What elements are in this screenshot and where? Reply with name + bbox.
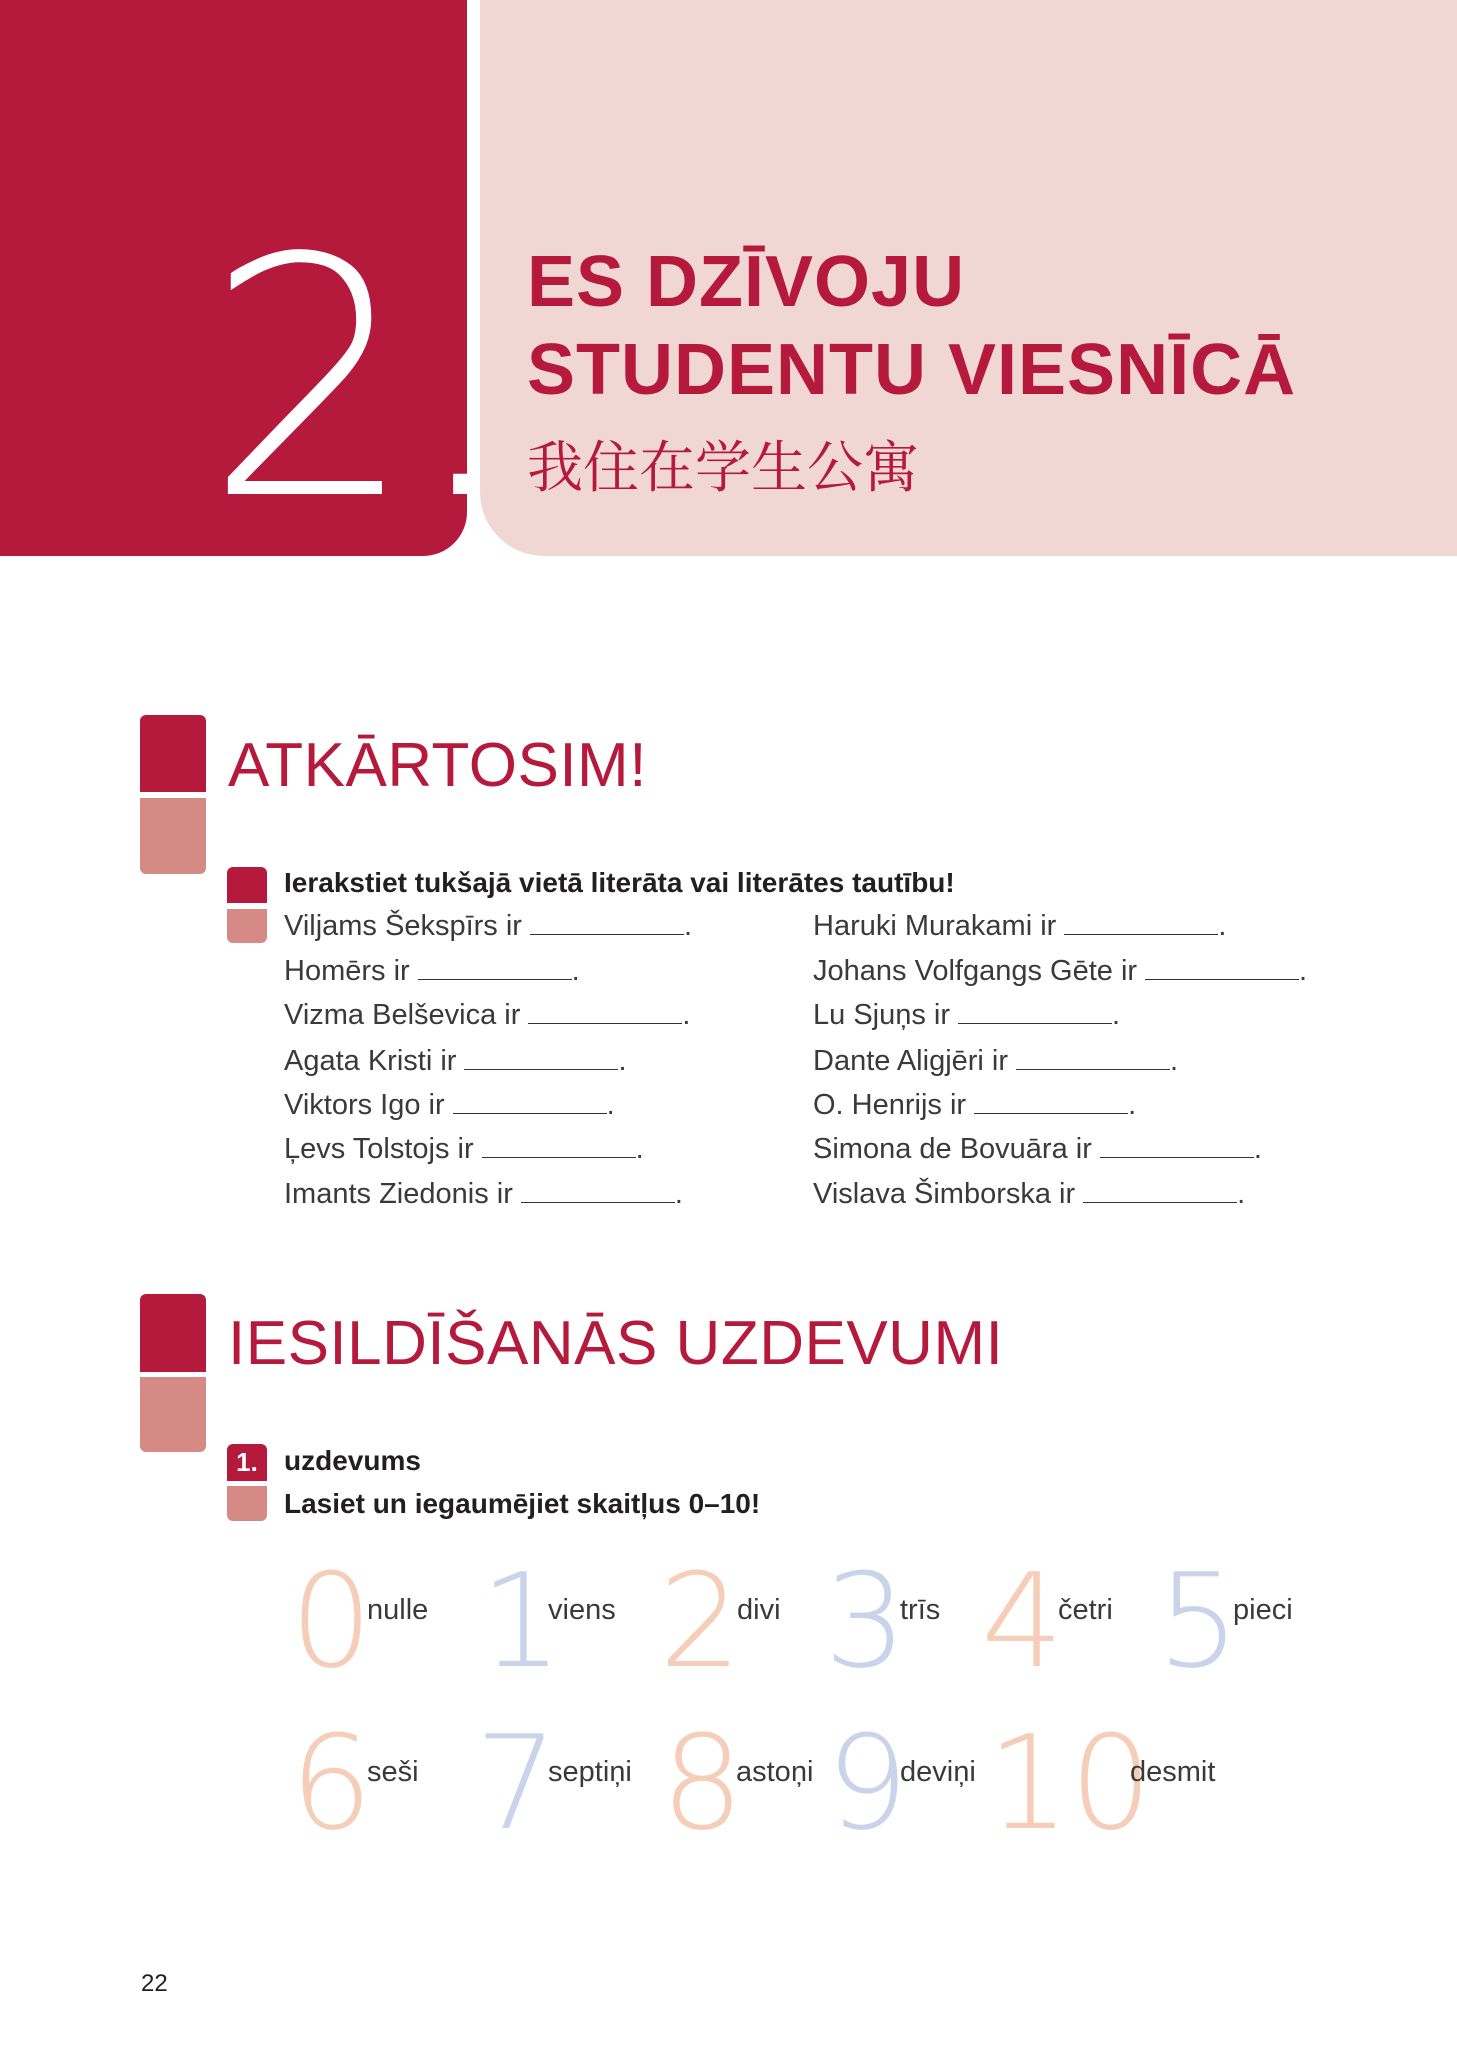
answer-blank[interactable]: [530, 933, 684, 935]
author-name: Homērs ir: [284, 955, 410, 987]
author-name: Lu Sjuņs ir: [813, 999, 951, 1031]
fill-in-row: [813, 957, 1307, 986]
chapter-title-chinese: 我住在学生公寓: [527, 436, 919, 499]
number-word: desmit: [1130, 1756, 1216, 1788]
fill-in-row: [813, 1180, 1245, 1209]
answer-blank[interactable]: [1145, 978, 1299, 980]
author-name: Dante Aligjēri ir: [813, 1045, 1009, 1077]
author-name: Ļevs Tolstojs ir: [284, 1133, 474, 1165]
number-word: seši: [367, 1756, 419, 1788]
section-marker-light: [140, 798, 206, 874]
fill-in-row: [813, 1135, 1262, 1164]
fill-in-row: [813, 1047, 1178, 1076]
number-word: astoņi: [736, 1756, 814, 1788]
number-word: viens: [548, 1594, 616, 1626]
author-name: O. Henrijs ir: [813, 1089, 967, 1121]
author-name: Imants Ziedonis ir: [284, 1178, 513, 1210]
answer-blank[interactable]: [528, 1022, 682, 1024]
chapter-title-line1: ES DZĪVOJU: [527, 242, 966, 322]
task-label: uzdevums: [284, 1445, 421, 1476]
answer-blank[interactable]: [1064, 933, 1218, 935]
number-digit: 7: [475, 1707, 558, 1859]
author-name: Agata Kristi ir: [284, 1045, 457, 1077]
fill-in-row: [813, 912, 1226, 941]
exercise-instruction: Ierakstiet tukšajā vietā literāta vai literātes tautību!: [284, 867, 955, 898]
end-mark: .: [674, 1178, 683, 1210]
end-mark: .: [1128, 1089, 1137, 1121]
section-marker-dark: [140, 1294, 206, 1372]
end-mark: .: [683, 910, 693, 942]
number-digit: 1: [480, 1545, 563, 1697]
end-mark: .: [606, 1089, 615, 1121]
fill-in-row: [284, 1135, 644, 1164]
fill-in-row: [813, 1001, 1120, 1030]
author-name: Simona de Bovuāra ir: [813, 1133, 1092, 1165]
task-instruction: Lasiet un iegaumējiet skaitļus 0–10!: [284, 1488, 761, 1519]
end-mark: .: [1218, 910, 1227, 942]
fill-in-row: [284, 1180, 683, 1209]
answer-blank[interactable]: [464, 1068, 618, 1070]
number-word: trīs: [900, 1594, 941, 1626]
answer-blank[interactable]: [453, 1112, 607, 1114]
fill-in-row: [284, 1001, 690, 1030]
answer-blank[interactable]: [958, 1022, 1112, 1024]
page-number: 22: [141, 1970, 168, 1997]
number-word: deviņi: [900, 1756, 976, 1788]
number-digit: 10: [987, 1707, 1153, 1859]
answer-blank[interactable]: [521, 1201, 675, 1203]
number-word: divi: [737, 1594, 781, 1626]
answer-blank[interactable]: [1083, 1201, 1237, 1203]
task-marker-light: [227, 1486, 267, 1521]
fill-in-row: [813, 1091, 1136, 1120]
chapter-title-line2: STUDENTU VIESNĪCĀ: [527, 330, 1297, 410]
number-word: nulle: [367, 1594, 429, 1626]
author-name: Vislava Šimborska ir: [813, 1178, 1076, 1210]
section-marker-light: [140, 1377, 206, 1452]
end-mark: .: [1253, 1133, 1262, 1165]
end-mark: .: [571, 955, 580, 987]
end-mark: .: [682, 999, 691, 1031]
fill-in-row: [284, 1091, 615, 1120]
number-digit: 3: [824, 1545, 907, 1697]
section-title-iesildisanas: IESILDĪŠANĀS UZDEVUMI: [228, 1309, 1004, 1378]
number-digit: 9: [826, 1707, 909, 1859]
number-digit: 5: [1157, 1545, 1240, 1697]
end-mark: .: [1112, 999, 1121, 1031]
number-digit: 0: [290, 1545, 373, 1697]
end-mark: .: [1237, 1178, 1246, 1210]
answer-blank[interactable]: [1016, 1068, 1170, 1070]
number-word: septiņi: [548, 1756, 632, 1788]
fill-in-row: [284, 957, 580, 986]
instruction-marker-dark: [227, 867, 267, 903]
section-marker-dark: [140, 715, 206, 792]
author-name: Viljams Šekspīrs ir: [284, 910, 522, 942]
number-word: četri: [1058, 1594, 1113, 1626]
end-mark: .: [635, 1133, 644, 1165]
chapter-number: 2.: [205, 188, 508, 572]
answer-blank[interactable]: [974, 1112, 1128, 1114]
fill-in-row: [284, 912, 692, 941]
number-digit: 2: [659, 1545, 742, 1697]
number-digit: 8: [661, 1707, 744, 1859]
number-digit: 6: [290, 1707, 373, 1859]
answer-blank[interactable]: [418, 978, 572, 980]
fill-in-row: [284, 1047, 627, 1076]
answer-blank[interactable]: [1100, 1156, 1254, 1158]
section-title-atkartosim: ATKĀRTOSIM!: [228, 731, 647, 800]
end-mark: .: [1299, 955, 1308, 987]
end-mark: .: [1170, 1045, 1179, 1077]
author-name: Johans Volfgangs Gēte ir: [813, 955, 1138, 987]
author-name: Viktors Igo ir: [284, 1089, 445, 1121]
author-name: Haruki Murakami ir: [813, 910, 1057, 942]
task-number-badge: 1.: [227, 1444, 267, 1481]
instruction-marker-light: [227, 909, 267, 943]
end-mark: .: [618, 1045, 627, 1077]
number-digit: 4: [981, 1545, 1064, 1697]
answer-blank[interactable]: [482, 1156, 636, 1158]
number-word: pieci: [1233, 1594, 1293, 1626]
author-name: Vizma Belševica ir: [284, 999, 521, 1031]
